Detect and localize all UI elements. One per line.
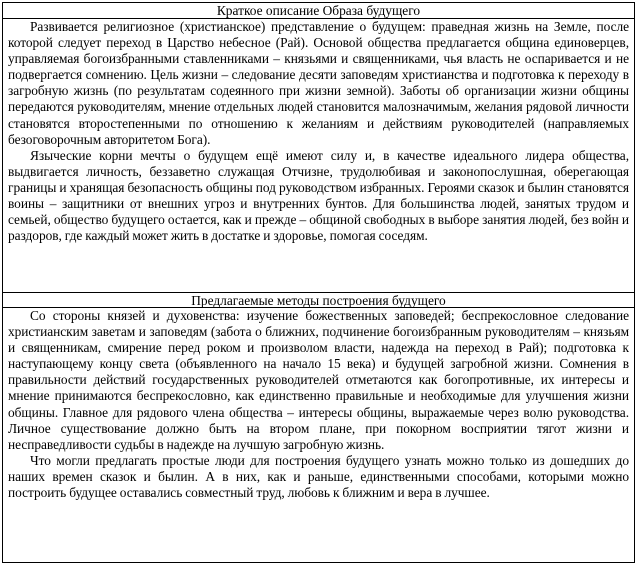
paragraph: Развивается религиозное (христианское) представление о будущем: праведная жизнь на Земле, после которой следует переход в Царство небесное (Рай). Основой общества предлагается община единоверцев, управляемая богоизбранными ставленниками – князьями и священниками, чья власть не оспаривается и не подвергается сомнению. Цель жизни – следование десяти заповедям христианства и подготовка к переходу в загробную жизнь (по результатам содеянного при жизни земной). Заботы об организации жизни общины передаются руководителям, мнение отдельных людей становится малозначимым, желания рядовой личности становятся второстепенными по отношению к желаниям и действиям руководителей (направляемых безоговорочным авторитетом Бога). <box>8 19 629 147</box>
section-header-image-description: Краткое описание Образа будущего <box>3 3 634 19</box>
section-body-image-description <box>3 19 634 292</box>
section-header-proposed-methods: Предлагаемые методы построения будущего <box>3 292 634 308</box>
paragraph: Языческие корни мечты о будущем ещё имеют силу и, в качестве идеального лидера общества, выдвигается личность, беззаветно служащая Отчизне, трудолюбивая и законопослушная, оберегающая границы и хранящая безопасность общины под руководством избранных. Героями сказок и былин становятся воины – защитники от внешних угроз и внутренних бунтов. Для большинства людей, занятых трудом и семьей, общество будущего остается, как и прежде – общиной свободных в выборе занятия людей, без войн и раздоров, где каждый может жить в достатке и здоровье, помогая соседям. <box>8 147 629 244</box>
paragraph: Что могли предлагать простые люди для построения будущего узнать можно только из дошедших до наших времен сказок и былин. А в них, как и раньше, единственными способами, которыми можно построить будущее оставались совместный труд, любовь к ближним и вера в лучшее. <box>8 452 629 501</box>
section-body-proposed-methods <box>3 308 634 562</box>
document-table <box>2 2 635 563</box>
paragraph: Со стороны князей и духовенства: изучение божественных заповедей; беспрекословное следование христианским заветам и заповедям (забота о ближних, подчинение богоизбранным руководителям – князьям и священникам, смирение перед роком и произволом власти, надежда на переход в Рай); подготовка к наступающему концу света (объявленного на начало 15 века) и будущей загробной жизни. Сомнения в правильности действий государственных руководителей отметаются как богопротивные, их интересы и мнение принимаются беспрекословно, как единственно правильные и необходимые для улучшения жизни общины. Главное для рядового члена общества – интересы общины, выражаемые через волю руководства. Личное существование должно быть на втором плане, при покорном восприятии тягот жизни и несправедливости судьбы в надежде на лучшую загробную жизнь. <box>8 308 629 452</box>
